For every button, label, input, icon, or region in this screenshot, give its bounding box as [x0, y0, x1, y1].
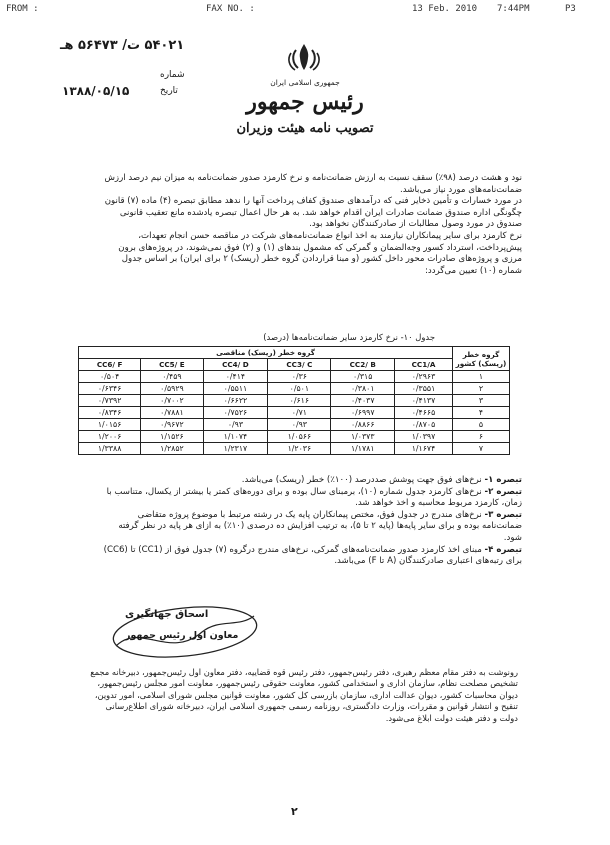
table-header-cell: CC6/ F [79, 359, 141, 371]
fax-date: 13 Feb. 2010 [412, 4, 478, 14]
table-cell: ۱/۱۵۲۶ [141, 431, 203, 443]
table-cell-group: ۴ [453, 407, 510, 419]
distribution-list: رونوشت به دفتر مقام معظم رهبری، دفتر رئیس‌جمهور، دفتر رئیس قوه قضاییه، دفتر معاون اول رئیس‌جمهور، دبیرخانه مجمع تشخیص مصلحت نظام، سازمان اداری و استخدامی کشور، معاونت حقوقی رئیس‌جمهور، معاونت امور مجلس رئیس‌جمهور، دیوان محاسبات کشور، دیوان عدالت اداری، سازمان بازرسی کل کشور، معاونت قوانین مجلس شورای اسلامی، امور تدوین، تنقیح و انتشار قوانین و مقررات، وزارت دادگستری، روزنامه رسمی جمهوری اسلامی ایران، دبیرخانه شورای اطلاع‌رسانی دولت و دفتر هیئت دولت ابلاغ می‌شود. [90, 667, 518, 723]
table-cell: ۱/۳۳۸۸ [79, 443, 141, 455]
table-cell: ۱/۱۰۷۴ [203, 431, 268, 443]
table-header-row [79, 359, 510, 371]
table-cell: ۰/۳۵۵۱ [395, 383, 453, 395]
table-cell: ۱/۲۰۰۶ [79, 431, 141, 443]
table-caption: جدول ۱۰- نرخ کارمزد سایر ضمانت‌نامه‌ها (درصد) [263, 332, 435, 342]
note-label: تبصره ۱- [484, 475, 522, 485]
note-label: تبصره ۲- [484, 486, 522, 497]
signatory-name: اسحاق جهانگیری [125, 609, 209, 620]
table-row [79, 371, 510, 383]
table-cell: ۱/۲۸۵۲ [141, 443, 203, 455]
table-cell: ۰/۴۱۴ [203, 371, 268, 383]
table-cell: ۱/۰۵۶۶ [268, 431, 331, 443]
note-text: نرخ‌های مندرج در جدول فوق، مختص پیمانکاران پایه یک در رشته مرتبط با موضوع پروژه متقاضی ضمانت‌نامه بوده و برای سایر پایه‌ها (پایه ۲ تا ۵)، به ترتیب افزایش ده درصدی (۱۰٪) به ازای هر پایه در نظر گرفته شود. [118, 509, 522, 543]
table-cell: ۰/۴۱۳۷ [395, 395, 453, 407]
note-text: نرخ‌های کارمزد جدول شماره (۱۰)، برمبنای سال بوده و برای دوره‌های کمتر یا بیشتر از یکسال، متناسب با زمان، کارمزد مربوط محاسبه و اخذ خواهد شد. [106, 486, 522, 509]
note-4 [102, 545, 522, 568]
table-cell: ۰/۵۹۲۹ [141, 383, 203, 395]
table-row [79, 431, 510, 443]
table-row [79, 395, 510, 407]
table-cell: ۰/۶۳۴۶ [79, 383, 141, 395]
table-cell: ۰/۴۶۶۵ [395, 407, 453, 419]
note-3 [102, 510, 522, 545]
reference-date: ۱۳۸۸/۰۵/۱۵ [62, 84, 130, 98]
note-label: تبصره ۳- [484, 509, 522, 520]
table-header-cell: CC4/ D [203, 359, 268, 371]
reference-number-label: شماره [160, 70, 185, 80]
body-paragraphs [102, 173, 522, 277]
republic-title: جمهوری اسلامی ایران [270, 78, 340, 87]
notes [102, 475, 522, 568]
table-cell: ۰/۴۰۳۷ [331, 395, 395, 407]
page-number: ۲ [291, 805, 298, 818]
fax-header [0, 4, 610, 18]
table-cell: ۱/۱۷۸۱ [331, 443, 395, 455]
note-1 [102, 475, 522, 487]
table-cell-group: ۳ [453, 395, 510, 407]
table-cell: ۰/۸۷۰۵ [395, 419, 453, 431]
table-cell: ۰/۶۹۹۷ [331, 407, 395, 419]
table-header-cell: CC2/ B [331, 359, 395, 371]
table-cell: ۰/۳۶ [268, 371, 331, 383]
table-cell: ۰/۶۶۲۲ [203, 395, 268, 407]
note-label: تبصره ۴- [484, 544, 522, 555]
note-2 [102, 487, 522, 510]
table-header-cell: CC3/ C [268, 359, 331, 371]
rates-table [78, 346, 510, 455]
paragraph-1: نود و هشت درصد (۹۸٪) سقف نسبت به ارزش ضمانت‌نامه و نرخ کارمزد صدور ضمانت‌نامه به میزان نیم درصد ارزش ضمانت‌نامه‌های مورد نیاز می‌باشد. [104, 173, 522, 195]
table-cell: ۰/۷۸۸۱ [141, 407, 203, 419]
paragraph-2: در مورد خسارات و تأمین ذخایر فنی که درآمدهای صندوق کفاف پرداخت آنها را ندهد مطابق تبصره (۴) ماده (۷) قانون چگونگی اداره صندوق ضمانت صادرات ایران اقدام خواهد شد. به هر حال اعمال تبصره یادشده مانع تعقیب قانونی صندوق در مورد وصول مطالبات از صادرکنندگان نخواهد بود. [104, 196, 522, 230]
table-header-cell: CC1/A [395, 359, 453, 371]
fax-page: P3 [565, 4, 576, 14]
table-cell: ۰/۶۱۶ [268, 395, 331, 407]
table-cell: ۱/۲۳۱۷ [203, 443, 268, 455]
table-cell: ۰/۷۵۲۶ [203, 407, 268, 419]
table-cell: ۰/۵۰۴ [79, 371, 141, 383]
cabinet-title: تصویب نامه هیئت وزیران [236, 121, 374, 136]
reference-date-label: تاریخ [160, 86, 178, 96]
table-header-group: گروه خطر (ریسک) مناقصی [79, 347, 453, 359]
table-cell: ۰/۹۶۷۲ [141, 419, 203, 431]
president-title: رئیس جمهور [246, 89, 364, 115]
table-cell: ۱/۲۰۳۶ [268, 443, 331, 455]
table-cell-group: ۱ [453, 371, 510, 383]
table-cell: ۰/۷۰۰۲ [141, 395, 203, 407]
reference-number: ۵۴۰۲۱ ت/ ۵۶۴۷۳ هـ [60, 38, 185, 53]
table-cell-group: ۷ [453, 443, 510, 455]
table-header-row-group [79, 347, 510, 359]
table-cell: ۱/۰۱۵۶ [79, 419, 141, 431]
table-cell: ۱/۰۳۹۷ [395, 431, 453, 443]
table-row [79, 419, 510, 431]
table-cell-group: ۲ [453, 383, 510, 395]
table-row [79, 383, 510, 395]
table-row [79, 443, 510, 455]
table-cell: ۰/۹۳ [203, 419, 268, 431]
table-cell: ۰/۸۳۴۶ [79, 407, 141, 419]
iran-emblem-icon [282, 42, 326, 72]
table-cell: ۰/۳۱۵ [331, 371, 395, 383]
table-cell: ۰/۲۹۶۳ [395, 371, 453, 383]
table-cell: ۰/۵۵۱۱ [203, 383, 268, 395]
table-cell: ۰/۹۳ [268, 419, 331, 431]
fax-number: FAX NO. : [206, 4, 255, 14]
paragraph-3: نرخ کارمزد برای سایر پیمانکاران نیازمند به اخذ انواع ضمانت‌نامه‌های شرکت در مناقصه حسن انجام تعهدات، پیش‌پرداخت، استرداد کسور وجه‌الضمان و گمرکی که مشمول بندهای (۱) و (۲) فوق نمی‌شوند، در پروژه‌های برون مرزی و پروژه‌های صادرات محور داخل کشور (و مبنا قراردادن گروه خطر (ریسک) ۲ برای ایران) بر اساس جدول شماره (۱۰) تعیین می‌گردد: [118, 230, 522, 276]
signatory-title: معاون اول رئیس جمهور [125, 630, 239, 641]
table-cell: ۰/۸۸۶۶ [331, 419, 395, 431]
table-cell: ۰/۵۰۱ [268, 383, 331, 395]
table-cell: ۰/۷۳۹۲ [79, 395, 141, 407]
fax-from: FROM : [6, 4, 39, 14]
table-cell: ۱/۱۶۷۴ [395, 443, 453, 455]
table-header-cell: CC5/ E [141, 359, 203, 371]
table-cell: ۰/۷۱ [268, 407, 331, 419]
table-cell: ۱/۰۳۷۳ [331, 431, 395, 443]
table-cell-group: ۶ [453, 431, 510, 443]
note-text: نرخ‌های فوق جهت پوشش صددرصد (۱۰۰٪) خطر (ریسک) می‌باشد. [241, 475, 482, 485]
table-cell-group: ۵ [453, 419, 510, 431]
table-cell: ۰/۳۸۰۱ [331, 383, 395, 395]
table-row [79, 407, 510, 419]
table-header-country-group: گروه خطر (ریسک) کشور [453, 347, 510, 371]
table-cell: ۰/۴۵۹ [141, 371, 203, 383]
note-text: مبنای اخذ کارمزد صدور ضمانت‌نامه‌های گمرکی، نرخ‌های مندرج درگروه (۷) جدول فوق از (CC1) تا (CC6) برای رتبه‌های اعتباری صادرکنندگان (A تا F) می‌باشد. [103, 544, 522, 567]
fax-time: 7:44PM [497, 4, 530, 14]
